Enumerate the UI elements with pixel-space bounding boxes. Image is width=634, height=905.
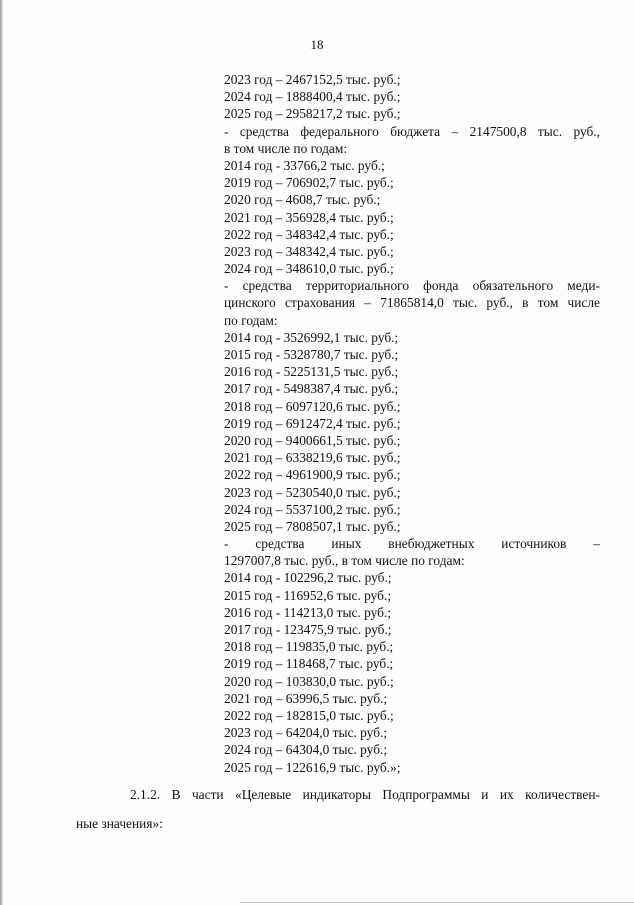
year-line: 2020 год – 103830,0 тыс. руб.; [224,673,394,689]
text-word: внебюджетных [388,536,475,552]
year-line: 2019 год – 118468,7 тыс. руб.; [224,656,394,672]
year-line: 2017 год - 123475,9 тыс. руб.; [224,622,392,637]
year-line: 2021 год – 356928,4 тыс. руб.; [224,209,394,225]
other-sources-line [224,535,600,552]
text-line: по годам: [224,312,278,328]
year-line: 2019 год – 6912472,4 тыс. руб.; [224,415,401,431]
text-word: – [593,536,600,552]
year-line: 2014 год - 33766,2 тыс. руб.; [224,157,385,173]
text-line: 1297007,8 тыс. руб., в том числе по годам: [224,553,465,569]
year-line: 2018 год – 6097120,6 тыс. руб.; [224,398,401,414]
text-line: 2023 год – 2467152,5 тыс. руб.; [224,72,401,87]
year-line: 2020 год – 4608,7 тыс. руб.; [224,192,381,208]
year-line: 2017 год - 5498387,4 тыс. руб.; [224,381,399,397]
text-line: в том числе по годам: [224,140,348,156]
year-line: 2014 год - 3526992,1 тыс. руб.; [224,329,399,345]
tfoms-line: - средства территориального фонда обязательного меди- [224,278,600,294]
year-line: 2015 год - 116952,6 тыс. руб.; [224,587,392,603]
text-word: средства [255,536,305,552]
funding-text-block [224,71,600,776]
text-line: 2025 год – 2958217,2 тыс. руб.; [224,106,401,122]
text-word: иных [331,536,362,552]
year-line: 2025 год – 122616,9 тыс. руб.»; [224,759,401,775]
year-line: 2018 год – 119835,0 тыс. руб.; [224,639,394,655]
text-line: 2024 год – 1888400,4 тыс. руб.; [224,89,401,105]
year-line: 2015 год - 5328780,7 тыс. руб.; [224,347,399,362]
year-line: 2020 год – 9400661,5 тыс. руб.; [224,432,401,448]
year-line: 2024 год – 64304,0 тыс. руб.; [224,742,388,758]
year-line: 2022 год – 4961900,9 тыс. руб.; [224,467,401,483]
year-line: 2024 год – 5537100,2 тыс. руб.; [224,501,401,517]
year-line: 2021 год – 63996,5 тыс. руб.; [224,690,388,706]
text-word: источников [501,536,567,552]
year-line: 2023 год – 348342,4 тыс. руб.; [224,243,394,259]
scan-left-edge [0,0,3,905]
year-line: 2022 год – 348342,4 тыс. руб.; [224,226,394,242]
federal-budget-line: - средства федерального бюджета – 2147500,8 тыс. руб., [224,123,600,139]
page-number: 18 [310,37,324,52]
year-line: 2016 год - 114213,0 тыс. руб.; [224,604,392,620]
year-line: 2023 год – 5230540,0 тыс. руб.; [224,484,401,500]
tfoms-line: цинского страхования – 71865814,0 тыс. руб., в том числе [224,295,600,311]
year-line: 2019 год – 706902,7 тыс. руб.; [224,175,394,191]
section-heading-line: 2.1.2. В части «Целевые индикаторы Подпрограммы и их количествен- [130,787,600,802]
year-line: 2014 год - 102296,2 тыс. руб.; [224,570,392,586]
year-line: 2022 год – 182815,0 тыс. руб.; [224,707,394,723]
year-line: 2024 год – 348610,0 тыс. руб.; [224,261,394,277]
section-heading-continuation: ные значения»: [76,816,163,831]
year-line: 2021 год – 6338219,6 тыс. руб.; [224,450,401,466]
year-line: 2016 год - 5225131,5 тыс. руб.; [224,364,399,380]
year-line: 2025 год – 7808507,1 тыс. руб.; [224,518,401,534]
scan-bottom-edge [240,902,634,903]
year-line: 2023 год – 64204,0 тыс. руб.; [224,725,388,741]
text-word: - [224,536,229,552]
